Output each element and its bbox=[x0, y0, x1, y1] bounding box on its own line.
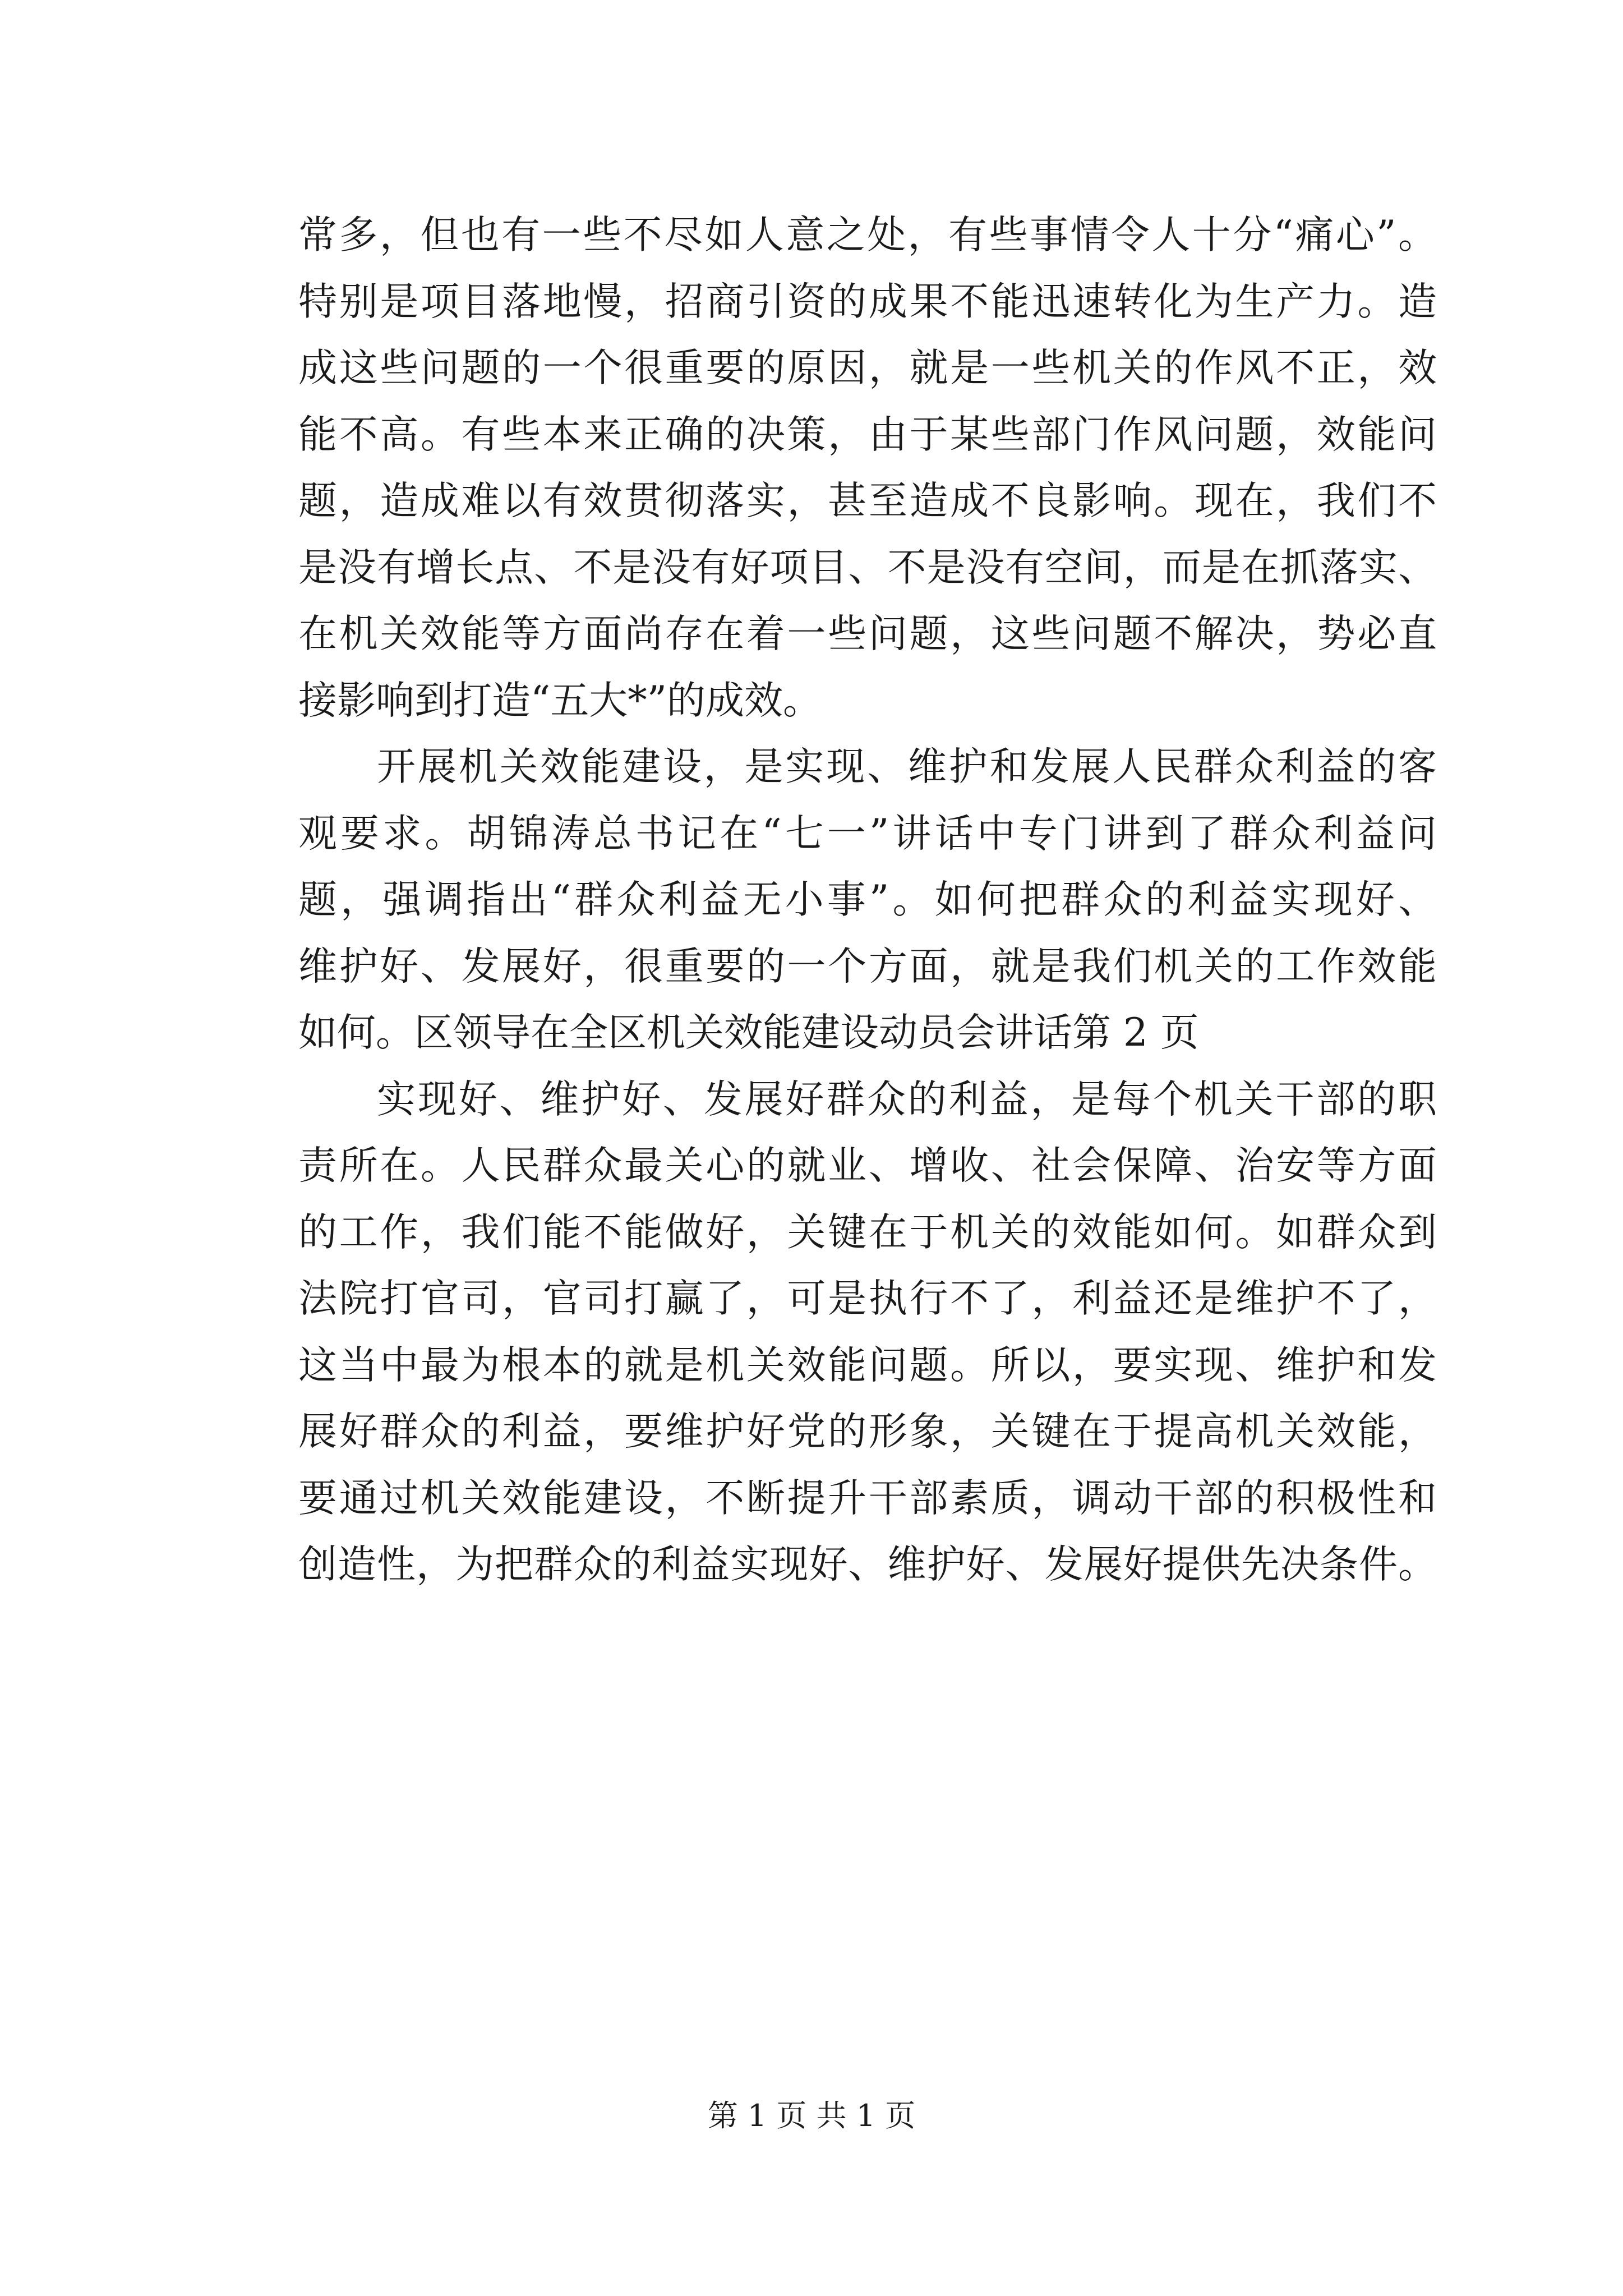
paragraph-line: 责所在。人民群众最关心的就业、增收、社会保障、治安等方面 bbox=[298, 1143, 1437, 1188]
paragraph-line: 展好群众的利益，要维护好党的形象，关键在于提高机关效能， bbox=[298, 1409, 1437, 1454]
paragraph-line: 如何。区领导在全区机关效能建设动员会讲话第 2 页 bbox=[298, 1010, 1199, 1055]
paragraph-line: 观要求。胡锦涛总书记在“七一”讲话中专门讲到了群众利益问 bbox=[298, 811, 1437, 856]
paragraph-1 bbox=[298, 202, 1437, 734]
paragraph-line: 实现好、维护好、发展好群众的利益，是每个机关干部的职 bbox=[377, 1076, 1437, 1122]
paragraph-line: 题，强调指出“群众利益无小事”。如何把群众的利益实现好、 bbox=[298, 877, 1437, 922]
paragraph-line: 创造性，为把群众的利益实现好、维护好、发展好提供先决条件。 bbox=[298, 1542, 1437, 1587]
paragraph-2 bbox=[298, 734, 1437, 1066]
paragraph-line: 特别是项目落地慢，招商引资的成果不能迅速转化为生产力。造 bbox=[298, 279, 1437, 324]
paragraph-line: 题，造成难以有效贯彻落实，甚至造成不良影响。现在，我们不 bbox=[298, 478, 1437, 523]
paragraph-line: 开展机关效能建设，是实现、维护和发展人民群众利益的客 bbox=[377, 744, 1437, 789]
page-footer: 第 1 页 共 1 页 bbox=[707, 2098, 916, 2133]
paragraph-line: 法院打官司，官司打赢了，可是执行不了，利益还是维护不了， bbox=[298, 1276, 1437, 1321]
body-text bbox=[298, 202, 1437, 1598]
paragraph-line: 这当中最为根本的就是机关效能问题。所以，要实现、维护和发 bbox=[298, 1342, 1437, 1388]
paragraph-line: 成这些问题的一个很重要的原因，就是一些机关的作风不正，效 bbox=[298, 346, 1437, 390]
paragraph-line: 维护好、发展好，很重要的一个方面，就是我们机关的工作效能 bbox=[298, 944, 1437, 989]
paragraph-line: 在机关效能等方面尚存在着一些问题，这些问题不解决，势必直 bbox=[298, 611, 1437, 656]
paragraph-line: 要通过机关效能建设，不断提升干部素质，调动干部的积极性和 bbox=[298, 1475, 1437, 1521]
paragraph-line: 的工作，我们能不能做好，关键在于机关的效能如何。如群众到 bbox=[298, 1209, 1437, 1255]
paragraph-line: 能不高。有些本来正确的决策，由于某些部门作风问题，效能问 bbox=[298, 412, 1437, 457]
paragraph-line: 常多，但也有一些不尽如人意之处，有些事情令人十分“痛心”。 bbox=[298, 213, 1437, 257]
paragraph-3 bbox=[298, 1066, 1437, 1598]
paragraph-line: 是没有增长点、不是没有好项目、不是没有空间，而是在抓落实、 bbox=[298, 545, 1437, 590]
paragraph-line: 接影响到打造“五大*”的成效。 bbox=[298, 678, 822, 723]
